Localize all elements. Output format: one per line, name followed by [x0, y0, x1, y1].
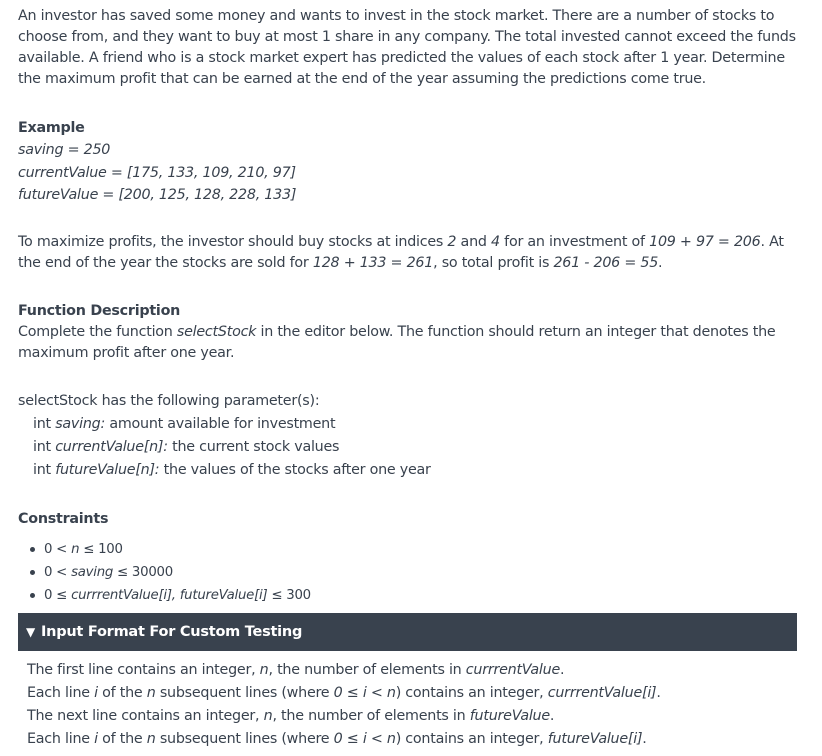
- input-text: subsequent lines (where: [155, 684, 334, 701]
- param-desc: the current stock values: [167, 438, 340, 455]
- input-var: 0 ≤ i < n: [333, 684, 396, 701]
- constraint-text: 0 ≤: [44, 587, 72, 603]
- param-type: int: [33, 461, 56, 478]
- input-format-line: [27, 659, 800, 682]
- input-var: futureValue: [469, 707, 550, 724]
- input-text: .: [549, 707, 555, 724]
- constraints-heading: Constraints: [18, 510, 109, 527]
- input-var: futureValue[i]: [547, 730, 643, 747]
- explanation-index: 2: [447, 233, 457, 250]
- parameters-intro: selectStock has the following parameter(s):: [18, 392, 320, 409]
- parameters-block: [18, 390, 800, 482]
- input-text: The next line contains an integer,: [27, 707, 264, 724]
- input-var: n: [146, 684, 156, 701]
- param-name: futureValue[n]:: [55, 461, 160, 478]
- param-type: int: [33, 438, 56, 455]
- example-explanation: [18, 232, 800, 274]
- input-text: subsequent lines (where: [155, 730, 334, 747]
- explanation-math: 128 + 133 = 261: [312, 254, 434, 271]
- input-var: i: [94, 730, 98, 747]
- param-desc: the values of the stocks after one year: [159, 461, 431, 478]
- input-text: , the number of elements in: [272, 707, 470, 724]
- constraint-var: n: [71, 541, 80, 557]
- example-future-value: futureValue = [200, 125, 128, 228, 133]: [18, 187, 297, 203]
- input-text: , the number of elements in: [268, 661, 466, 678]
- input-text: .: [642, 730, 647, 747]
- constraints-list: [18, 538, 800, 607]
- constraint-item: [44, 584, 800, 607]
- input-text: Each line: [27, 730, 95, 747]
- constraint-text: 0 <: [44, 564, 72, 580]
- explanation-text: and: [456, 233, 492, 250]
- explanation-text: To maximize profits, the investor should buy stocks at indices: [18, 233, 448, 250]
- function-description: [18, 322, 800, 364]
- input-var: n: [259, 661, 269, 678]
- input-text: The first line contains an integer,: [27, 661, 260, 678]
- input-text: of the: [97, 684, 147, 701]
- input-text: ) contains an integer,: [395, 730, 548, 747]
- param-name: saving:: [55, 415, 106, 432]
- input-format-body: [18, 651, 800, 751]
- param-name: currentValue[n]:: [55, 438, 168, 455]
- input-format-line: [27, 682, 800, 705]
- parameter-current-value: [18, 436, 800, 459]
- input-format-toggle[interactable]: [18, 613, 797, 651]
- input-text: ) contains an integer,: [395, 684, 548, 701]
- constraint-text: ≤ 30000: [113, 564, 173, 580]
- function-description-heading: Function Description: [18, 302, 181, 319]
- explanation-text: for an investment of: [499, 233, 650, 250]
- input-var: currrentValue[i]: [547, 684, 657, 701]
- constraint-text: 0 <: [44, 541, 72, 557]
- explanation-text: , so total profit is: [433, 254, 554, 271]
- input-text: .: [656, 684, 661, 701]
- triangle-down-icon: ▼: [26, 624, 35, 639]
- constraint-text: ≤ 100: [79, 541, 123, 557]
- constraint-var: saving: [71, 564, 114, 580]
- input-var: i: [94, 684, 98, 701]
- parameter-saving: [18, 413, 800, 436]
- explanation-index: 4: [491, 233, 500, 250]
- input-var: 0 ≤ i < n: [333, 730, 396, 747]
- parameter-future-value: [18, 459, 800, 482]
- input-text: of the: [97, 730, 147, 747]
- constraint-var: currrentValue[i], futureValue[i]: [71, 587, 268, 603]
- explanation-math: 109 + 97 = 206: [649, 233, 761, 250]
- input-var: n: [146, 730, 156, 747]
- param-type: int: [33, 415, 56, 432]
- input-var: n: [263, 707, 273, 724]
- explanation-math: 261 - 206 = 55: [553, 254, 659, 271]
- problem-intro: An investor has saved some money and wants to invest in the stock market. There are a number of stocks to choose from, and they want to buy at most 1 share in any company. The total invested cannot exceed the funds available. A friend who is a stock market expert has predicted the values of each stock after 1 year. Determine the maximum profit that can be earned at the end of the year assuming the predictions come true.: [18, 8, 796, 87]
- input-var: currrentValue: [465, 661, 561, 678]
- function-name: selectStock: [176, 323, 257, 340]
- param-desc: amount available for investment: [105, 415, 336, 432]
- constraint-item: [44, 561, 800, 584]
- input-format-heading: Input Format For Custom Testing: [40, 623, 303, 640]
- input-text: .: [560, 661, 565, 678]
- input-format-line: [27, 728, 800, 751]
- example-current-value: currentValue = [175, 133, 109, 210, 97]: [18, 164, 296, 181]
- input-text: Each line: [27, 684, 95, 701]
- example-block: [18, 139, 800, 207]
- explanation-text: . At the end of the year the stocks are sold for: [18, 233, 784, 271]
- constraint-text: ≤ 300: [267, 587, 311, 603]
- constraint-item: [44, 538, 800, 561]
- input-format-line: [27, 705, 800, 728]
- example-heading: Example: [18, 120, 85, 136]
- function-desc-text: in the editor below. The function should return an integer that denotes the maximum profit after one year.: [18, 323, 776, 361]
- example-saving: saving = 250: [18, 142, 111, 158]
- function-desc-text: Complete the function: [18, 323, 177, 340]
- explanation-text: .: [658, 254, 663, 271]
